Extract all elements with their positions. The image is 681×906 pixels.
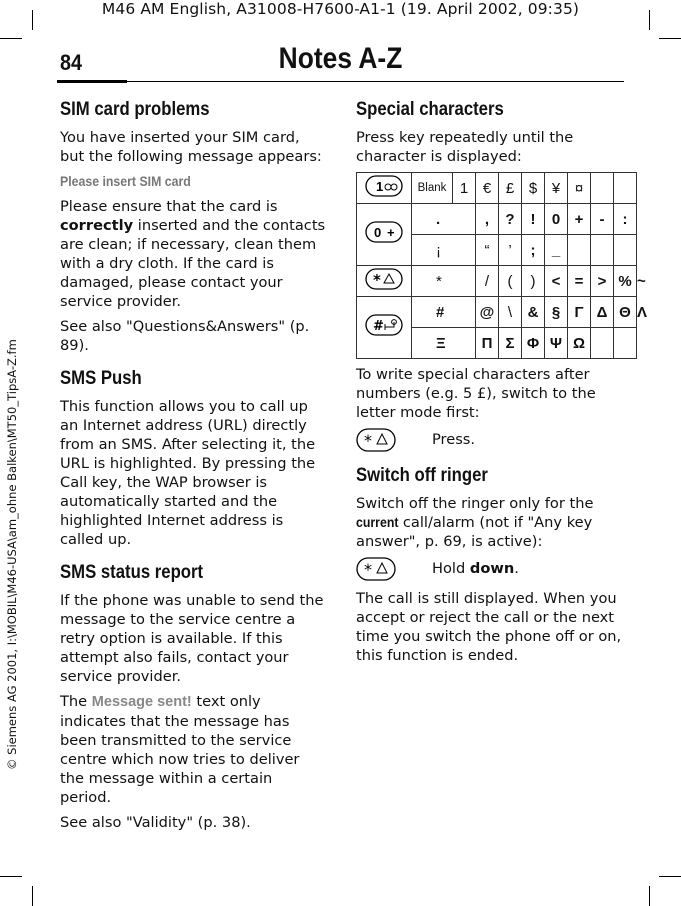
crop-mark — [0, 38, 22, 39]
page-title: Notes A-Z — [278, 42, 403, 75]
special-characters-table: 1 Blank 1 € £ $ ¥ ¤ 0 + . , ? ! 0 + - : ¡ “ ’ ; _ * * / ( ) < = > % ~ # # @ \ & § Γ Δ Θ Λ Ξ Π Σ Φ Ψ Ω — [356, 172, 637, 359]
press-label: Press. — [432, 431, 476, 448]
key-star-icon — [357, 266, 412, 297]
char-cell: ¥ — [545, 173, 568, 204]
char-cell: * — [412, 266, 476, 297]
special-after: To write special characters after numbers (e.g. 5 £), switch to the letter mode first: — [356, 366, 596, 421]
status-p1: If the phone was unable to send the message to the service centre a retry option is available. If this attempt also fails, contact your service provider. — [60, 592, 324, 685]
char-cell: \ — [499, 297, 522, 328]
char-cell: # — [412, 297, 476, 328]
copyright-path: © Siemens AG 2001, I:\MOBIL\M46-USA\am_ohne Balken\MT50_TipsA-Z.fm — [5, 339, 19, 770]
char-cell: £ — [499, 173, 522, 204]
char-cell — [591, 328, 614, 359]
push-heading: SMS Push — [60, 368, 142, 389]
char-cell — [591, 173, 614, 204]
sim-message: Please insert SIM card — [60, 173, 191, 189]
char-cell: Π — [476, 328, 499, 359]
crop-mark — [0, 876, 22, 877]
hold-label: Hold down. — [432, 560, 519, 577]
sim-heading: SIM card problems — [60, 99, 210, 120]
sim-intro: You have inserted your SIM card, but the following message appears: — [60, 129, 322, 165]
char-cell: , — [476, 204, 499, 235]
char-cell: & — [522, 297, 545, 328]
svg-text:*: * — [364, 431, 372, 450]
blank-cell: Blank — [412, 173, 453, 204]
key-0-icon — [357, 204, 412, 266]
char-cell: 1 — [453, 173, 476, 204]
ringer-p1: Switch off the ringer only for the current call/alarm (not if "Any key answer", p. 69, is active): — [356, 495, 594, 550]
key-hash-icon — [357, 297, 412, 359]
char-cell: ¡ — [412, 235, 476, 266]
crop-mark — [32, 886, 33, 906]
char-cell: ’ — [499, 235, 522, 266]
page-number: 84 — [60, 50, 83, 75]
sim-see-also: See also "Questions&Answers" (p. 89). — [60, 318, 310, 354]
push-text: This function allows you to call up an Internet address (URL) directly from an SMS. After selecting it, the URL is highlighted. By pressing the Call key, the WAP browser is automatically started and the highlighted Internet address is called up. — [60, 398, 316, 548]
special-intro: Press key repeatedly until the character is displayed: — [356, 129, 574, 165]
char-cell: : — [614, 204, 637, 235]
key-1-icon — [357, 173, 412, 204]
char-cell: ; — [522, 235, 545, 266]
crop-mark — [649, 886, 650, 906]
char-cell: 0 — [545, 204, 568, 235]
ringer-heading: Switch off ringer — [356, 465, 488, 486]
char-cell: > — [591, 266, 614, 297]
char-cell: § — [545, 297, 568, 328]
char-cell: ? — [499, 204, 522, 235]
char-cell: Ω — [568, 328, 591, 359]
char-cell: ¤ — [568, 173, 591, 204]
crop-mark — [659, 38, 681, 39]
svg-text:0: 0 — [374, 225, 382, 240]
char-cell — [591, 235, 614, 266]
char-cell: Γ — [568, 297, 591, 328]
char-cell: Θ — [614, 297, 637, 328]
press-star-row — [356, 428, 624, 452]
sim-instructions: Please ensure that the card is correctly inserted and the contacts are clean; if necessary, clean them with a dry cloth. If the card is damaged, please contact your service provider. — [60, 198, 326, 310]
page-number-rule — [57, 80, 127, 83]
svg-text:+: + — [387, 225, 395, 240]
char-cell: Σ — [499, 328, 522, 359]
char-cell — [614, 235, 637, 266]
svg-text:*: * — [373, 270, 381, 289]
char-cell: Δ — [591, 297, 614, 328]
char-cell: ( — [499, 266, 522, 297]
char-cell: - — [591, 204, 614, 235]
svg-text:*: * — [364, 560, 372, 579]
char-cell: Φ — [522, 328, 545, 359]
char-cell: $ — [522, 173, 545, 204]
left-column — [60, 100, 328, 838]
char-cell — [614, 173, 637, 204]
char-cell: . — [412, 204, 476, 235]
hold-star-row — [356, 557, 624, 581]
status-heading: SMS status report — [60, 562, 204, 583]
char-cell: < — [545, 266, 568, 297]
char-cell — [614, 328, 637, 359]
char-cell: “ — [476, 235, 499, 266]
char-cell: Ξ — [412, 328, 476, 359]
char-cell: / — [476, 266, 499, 297]
char-cell: % — [614, 266, 637, 297]
status-see-also: See also "Validity" (p. 38). — [60, 814, 251, 831]
char-cell: Ψ — [545, 328, 568, 359]
star-key-icon — [356, 428, 396, 452]
char-cell: ) — [522, 266, 545, 297]
char-cell: + — [568, 204, 591, 235]
star-key-icon — [356, 557, 396, 581]
ringer-p2: The call is still displayed. When you accept or reject the call or the next time you switch the phone off or on, this function is ended. — [356, 590, 622, 664]
special-heading: Special characters — [356, 99, 504, 120]
char-cell: = — [568, 266, 591, 297]
char-cell: ! — [522, 204, 545, 235]
crop-mark — [659, 876, 681, 877]
char-cell — [568, 235, 591, 266]
char-cell: @ — [476, 297, 499, 328]
status-p2: The Message sent! text only indicates that the message has been transmitted to the service centre which now tries to deliver the message within a certain period. — [60, 693, 300, 806]
svg-text:1: 1 — [376, 178, 384, 194]
right-column — [356, 99, 648, 671]
char-cell: _ — [545, 235, 568, 266]
svg-text:#: # — [373, 319, 384, 334]
header-rule — [127, 81, 624, 82]
char-cell: € — [476, 173, 499, 204]
document-info: M46 AM English, A31008-H7600-A1-1 (19. April 2002, 09:35) — [101, 0, 580, 18]
